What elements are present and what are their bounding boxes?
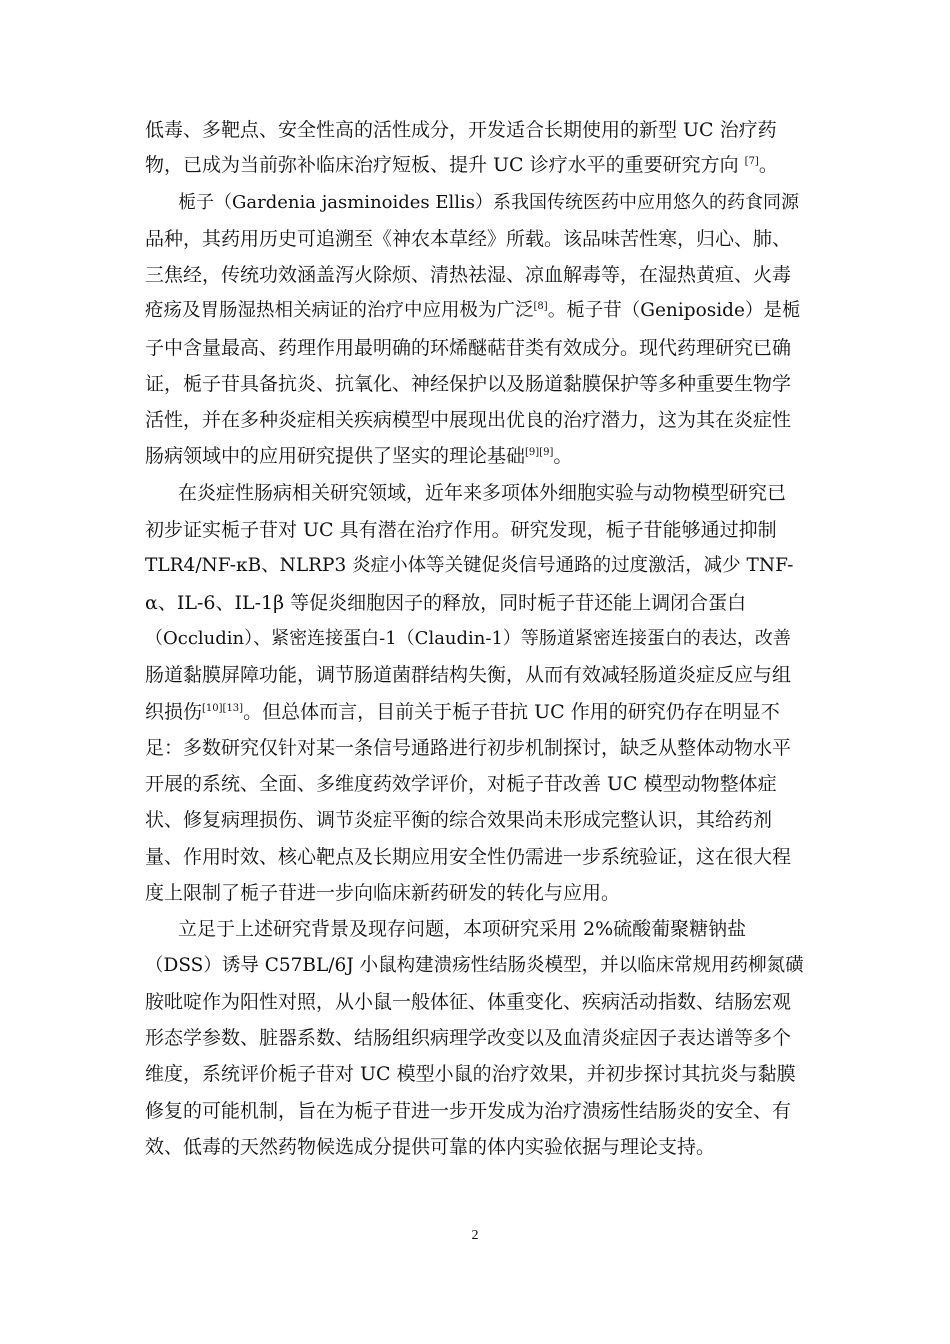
text-line: 维度，系统评价栀子苷对 UC 模型小鼠的治疗效果，并初步探讨其抗炎与黏膜	[145, 1063, 796, 1085]
text-line: 开展的系统、全面、多维度药效学评价，对栀子苷改善 UC 模型动物整体症	[145, 773, 777, 795]
text-line: （DSS）诱导 C57BL/6J 小鼠构建溃疡性结肠炎模型，并以临床常规用药柳氮磺	[145, 955, 804, 976]
page-number: 2	[471, 1228, 479, 1243]
text-line: 状、修复病理损伤、调节炎症平衡的综合效果尚未形成完整认识，其给药剂	[145, 809, 773, 831]
text-line: TLR4/NF-κB、NLRP3 炎症小体等关键促炎信号通路的过度激活，减少 TNF-	[145, 555, 794, 576]
text-line: 足：多数研究仅针对某一条信号通路进行初步机制探讨，缺乏从整体动物水平	[145, 737, 792, 759]
text-line: 形态学参数、脏器系数、结肠组织病理学改变以及血清炎症因子表达谱等多个	[145, 1027, 792, 1049]
citation: [10][13]	[202, 703, 244, 714]
text-line: 初步证实栀子苷对 UC 具有潜在治疗作用。研究发现，栀子苷能够通过抑制	[145, 519, 777, 541]
text-line: 品种，其药用历史可追溯至《神农本草经》所载。该品味苦性寒，归心、肺、	[145, 228, 792, 250]
text-line: 子中含量最高、药理作用最明确的环烯醚萜苷类有效成分。现代药理研究已确	[145, 337, 792, 359]
text-line: 三焦经，传统功效涵盖泻火除烦、清热祛湿、凉血解毒等，在湿热黄疸、火毒	[145, 264, 792, 286]
text-line: 效、低毒的天然药物候选成分提供可靠的体内实验依据与理论支持。	[145, 1136, 716, 1158]
paragraph-start-line: 立足于上述研究背景及现存问题，本项研究采用 2%硫酸葡聚糖钠盐	[178, 918, 747, 940]
text-line: α、IL-6、IL-1β 等促炎细胞因子的释放，同时栀子苷还能上调闭合蛋白	[145, 592, 747, 614]
text-line: 肠道黏膜屏障功能，调节肠道菌群结构失衡，从而有效减轻肠道炎症反应与组	[145, 664, 792, 686]
text-line: 织损伤[10][13]。但总体而言，目前关于栀子苷抗 UC 作用的研究仍存在明显不	[145, 701, 780, 723]
text-line: （Occludin）、紧密连接蛋白-1（Claudin-1）等肠道紧密连接蛋白的表达，改善	[145, 628, 791, 649]
citation: [8]	[533, 301, 548, 312]
text-line: 活性，并在多种炎症相关疾病模型中展现出优良的治疗潜力，这为其在炎症性	[145, 409, 792, 431]
paragraph-start-line: 在炎症性肠病相关研究领域，近年来多项体外细胞实验与动物模型研究已	[178, 482, 787, 504]
text-line: 物，已成为当前弥补临床治疗短板、提升 UC 诊疗水平的重要研究方向 [7]。	[145, 154, 778, 176]
citation: [9][9]	[525, 447, 554, 458]
text-line: 量、作用时效、核心靶点及长期应用安全性仍需进一步系统验证，这在很大程	[145, 846, 792, 868]
text-line: 修复的可能机制，旨在为栀子苷进一步开发成为治疗溃疡性结肠炎的安全、有	[145, 1100, 792, 1122]
paragraph-start-line: 栀子（Gardenia jasminoides Ellis）系我国传统医药中应用悠久的药食同源	[178, 192, 800, 213]
text-line: 度上限制了栀子苷进一步向临床新药研发的转化与应用。	[145, 882, 621, 904]
citation: [7]	[744, 156, 759, 167]
text-line: 疮疡及胃肠湿热相关病证的治疗中应用极为广泛[8]。栀子苷（Geniposide）是栀	[145, 300, 801, 321]
text-line: 胺吡啶作为阳性对照，从小鼠一般体征、体重变化、疾病活动指数、结肠宏观	[145, 991, 792, 1013]
text-line: 肠病领域中的应用研究提供了坚实的理论基础[9][9]。	[145, 445, 573, 467]
text-line: 低毒、多靶点、安全性高的活性成分，开发适合长期使用的新型 UC 治疗药	[145, 119, 777, 141]
text-line: 证，栀子苷具备抗炎、抗氧化、神经保护以及肠道黏膜保护等多种重要生物学	[145, 373, 792, 395]
